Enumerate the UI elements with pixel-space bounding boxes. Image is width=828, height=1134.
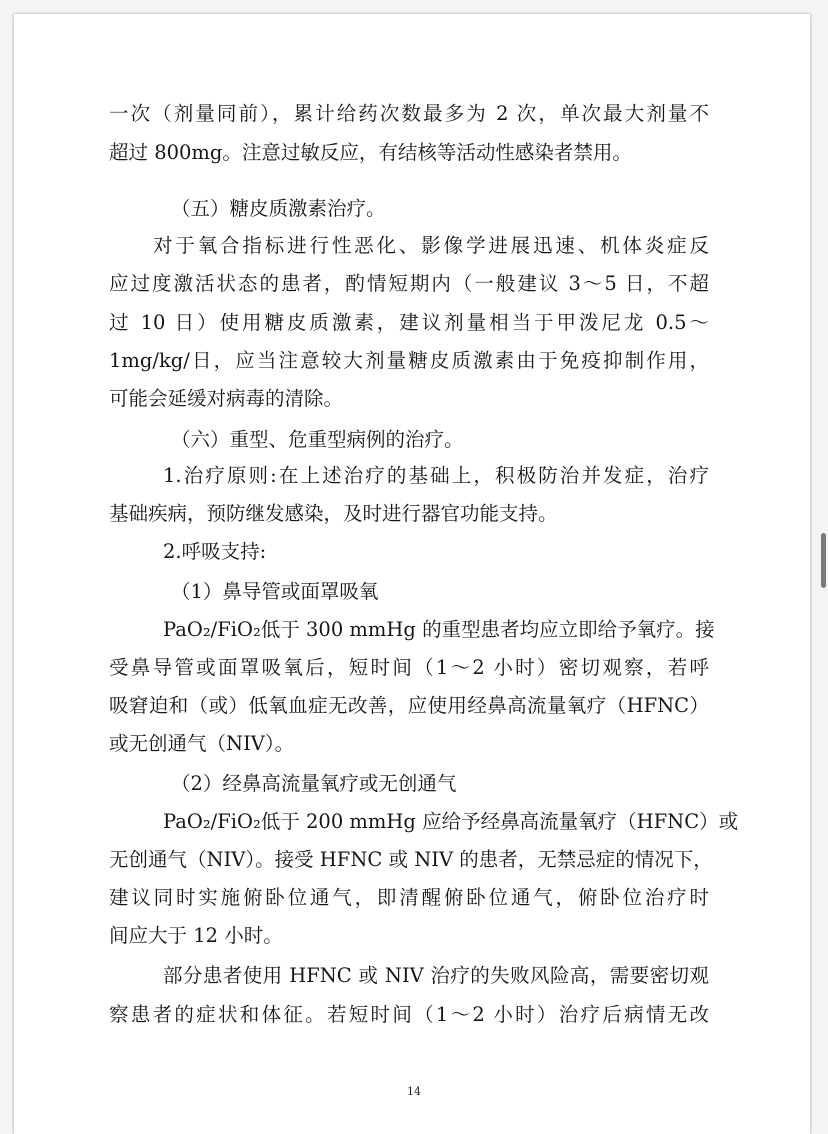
text-line: 察患者的症状和体征。若短时间（1～2 小时）治疗后病情无改	[109, 1003, 709, 1026]
text-line: 1mg/kg/日，应当注意较大剂量糖皮质激素由于免疫抑制作用，	[109, 349, 709, 372]
text-line: 建议同时实施俯卧位通气，即清醒俯卧位通气，俯卧位治疗时	[109, 886, 709, 909]
text-line: 无创通气（NIV）。接受 HFNC 或 NIV 的患者，无禁忌症的情况下，	[109, 848, 713, 871]
text-line: PaO₂/FiO₂低于 200 mmHg 应给予经鼻高流量氧疗（HFNC）或	[163, 810, 739, 833]
text-line: 过 10 日）使用糖皮质激素，建议剂量相当于甲泼尼龙 0.5～	[109, 311, 709, 334]
page-number: 14	[407, 1085, 421, 1098]
subsection-heading: 2.呼吸支持:	[163, 540, 267, 563]
text-line: 可能会延缓对病毒的清除。	[109, 387, 344, 410]
text-line: 1.治疗原则:在上述治疗的基础上，积极防治并发症，治疗	[163, 464, 709, 487]
section-heading: （五）糖皮质激素治疗。	[171, 197, 386, 220]
text-line: 间应大于 12 小时。	[109, 924, 283, 947]
text-line: 基础疾病，预防继发感染，及时进行器官功能支持。	[109, 502, 558, 525]
text-line: 一次（剂量同前），累计给药次数最多为 2 次，单次最大剂量不	[109, 102, 709, 125]
subsection-heading: （2）经鼻高流量氧疗或无创通气	[171, 772, 457, 795]
subsection-heading: （1）鼻导管或面罩吸氧	[171, 580, 379, 603]
text-line: 部分患者使用 HFNC 或 NIV 治疗的失败风险高，需要密切观	[163, 964, 709, 987]
section-heading: （六）重型、危重型病例的治疗。	[171, 428, 464, 451]
text-line: 或无创通气（NIV）。	[109, 732, 295, 755]
text-line: 受鼻导管或面罩吸氧后，短时间（1～2 小时）密切观察，若呼	[109, 656, 709, 679]
text-line: 吸窘迫和（或）低氧血症无改善，应使用经鼻高流量氧疗（HFNC）	[109, 694, 709, 717]
text-line: 应过度激活状态的患者，酌情短期内（一般建议 3～5 日，不超	[109, 272, 709, 295]
text-line: PaO₂/FiO₂低于 300 mmHg 的重型患者均应立即给予氧疗。接	[163, 618, 715, 641]
scrollbar-thumb[interactable]	[821, 533, 826, 588]
text-line: 超过 800mg。注意过敏反应，有结核等活动性感染者禁用。	[109, 141, 632, 164]
text-line: 对于氧合指标进行性恶化、影像学进展迅速、机体炎症反	[153, 234, 709, 257]
